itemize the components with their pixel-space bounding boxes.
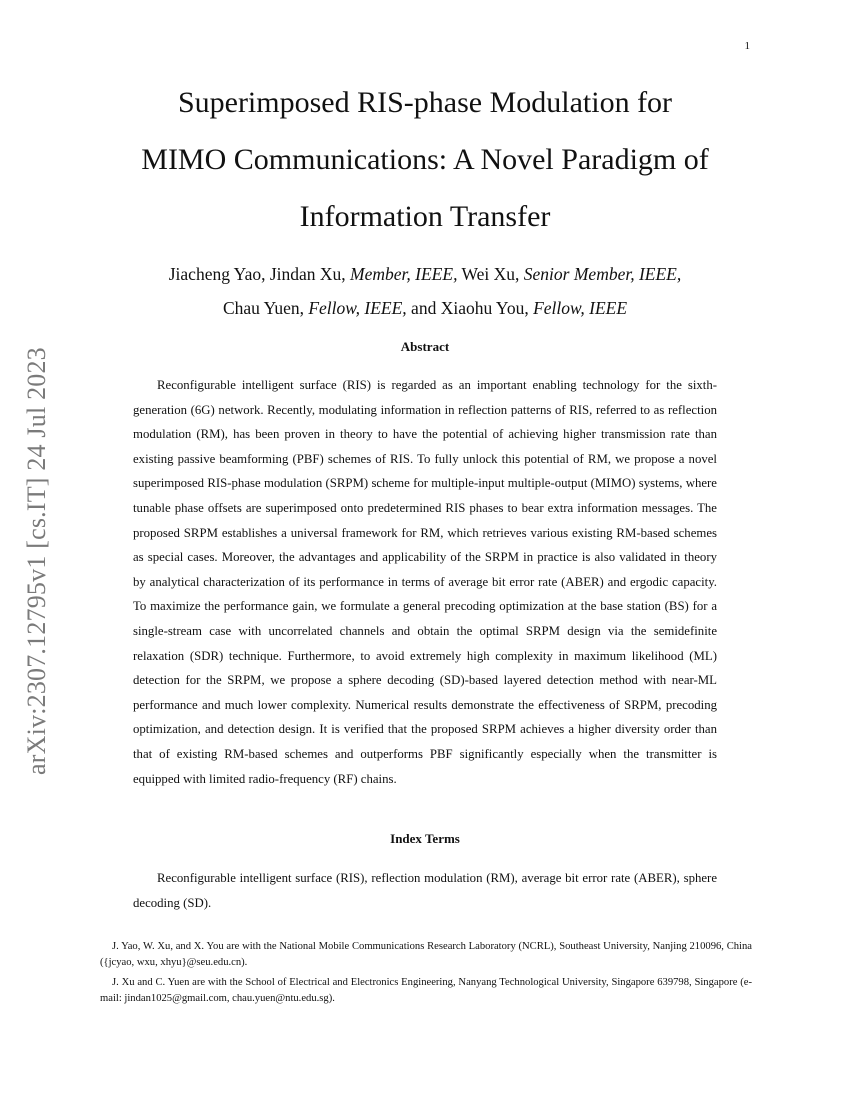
arxiv-identifier: arXiv:2307.12795v1 [cs.IT] 24 Jul 2023 bbox=[22, 347, 51, 775]
author-wei-xu: Wei Xu, bbox=[457, 264, 524, 284]
author-role-you: Fellow, IEEE bbox=[533, 298, 628, 318]
author-list bbox=[90, 257, 760, 325]
abstract-body: Reconfigurable intelligent surface (RIS) is regarded as an important enabling technology for the sixth-generation (6G) network. Recently, modulating information in reflection patterns of RIS, referred to as reflection modulation (RM), has been proven in theory to have the potential of achieving higher transmission rate than existing passive beamforming (PBF) schemes of RIS. To fully unlock this potential of RM, we propose a novel superimposed RIS-phase modulation (SRPM) scheme for multiple-input multiple-output (MIMO) systems, where tunable phase offsets are superimposed onto predetermined RIS phases to bear extra information messages. The proposed SRPM establishes a universal framework for RM, which retrieves various existing RM-based schemes as special cases. Moreover, the advantages and applicability of the SRPM in practice is also validated in theory by analytical characterization of its performance in terms of average bit error rate (ABER) and ergodic capacity. To maximize the performance gain, we formulate a general precoding optimization at the base station (BS) for a single-stream case with uncorrelated channels and obtain the optimal SRPM design via the semidefinite relaxation (SDR) technique. Furthermore, to avoid extremely high complexity in maximum likelihood (ML) detection for the SRPM, we propose a sphere decoding (SD)-based layered detection method with near-ML performance and much lower complexity. Numerical results demonstrate the effectiveness of SRPM, precoding optimization, and detection design. It is verified that the proposed SRPM achieves a higher diversity order than that of existing RM-based schemes and outperforms PBF significantly especially when the transmitter is equipped with limited radio-frequency (RF) chains. bbox=[133, 378, 717, 786]
title-line-3: Information Transfer bbox=[299, 200, 551, 233]
title-line-2: MIMO Communications: A Novel Paradigm of bbox=[141, 143, 709, 176]
page-number: 1 bbox=[744, 40, 750, 52]
footnote-affiliation-seu: J. Yao, W. Xu, and X. You are with the National Mobile Communications Research Laboratory (NCRL), Southeast University, Nanjing 210096, China ({jcyao, wxu, xhyu}@seu.edu.cn). bbox=[100, 941, 752, 968]
author-yao-xu: Jiacheng Yao, Jindan Xu, bbox=[168, 264, 351, 284]
abstract-heading: Abstract bbox=[400, 339, 450, 354]
paper-title bbox=[80, 74, 770, 245]
author-role-wei-xu: Senior Member, IEEE, bbox=[523, 264, 682, 284]
index-terms-body: Reconfigurable intelligent surface (RIS), reflection modulation (RM), average bit error rate (ABER), sphere decoding (SD). bbox=[133, 871, 717, 910]
author-you: and Xiaohu You, bbox=[406, 298, 534, 318]
author-role-yuen: Fellow, IEEE, bbox=[308, 298, 407, 318]
title-line-1: Superimposed RIS-phase Modulation for bbox=[177, 86, 673, 119]
author-role-xu: Member, IEEE, bbox=[350, 264, 458, 284]
index-terms-heading: Index Terms bbox=[390, 831, 460, 846]
footnote-affiliation-ntu: J. Xu and C. Yuen are with the School of Electrical and Electronics Engineering, Nanyang Technological University, Singapore 639798, Singapore (e-mail: jindan1025@gmail.com, chau.yuen@ntu.edu.sg). bbox=[100, 977, 752, 1004]
author-yuen: Chau Yuen, bbox=[222, 298, 309, 318]
